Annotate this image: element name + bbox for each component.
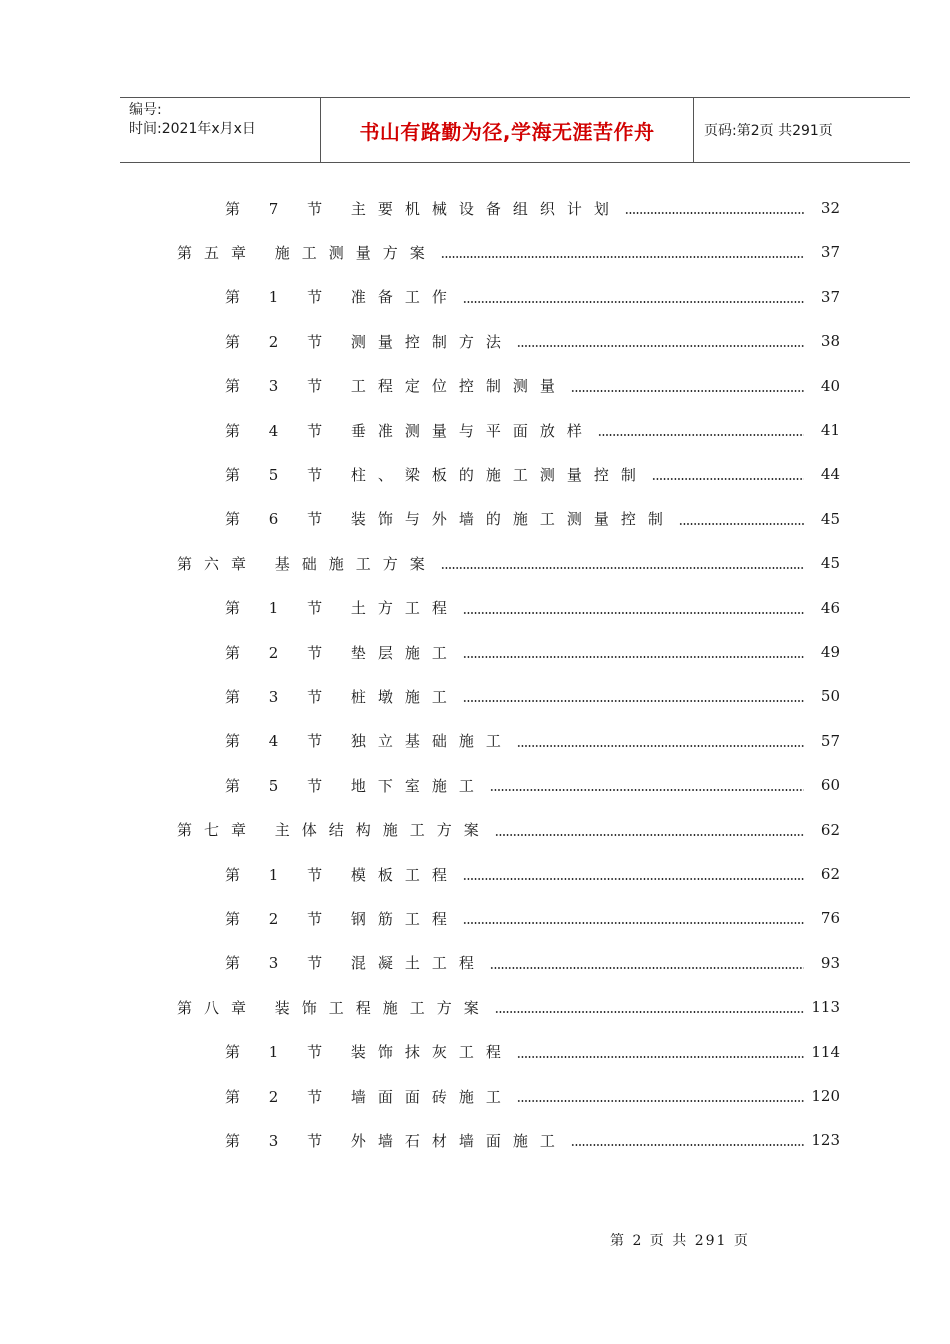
toc-leader-dots [441, 256, 804, 258]
toc-page-number: 62 [820, 820, 840, 839]
toc-leader-dots [598, 434, 804, 436]
toc-entry[interactable] [225, 1084, 840, 1108]
toc-page-number: 57 [820, 731, 840, 750]
toc-entry-title: 第 7 节 主要机械设备组织计划 [225, 199, 621, 218]
toc-entry-title: 第 1 节 装饰抹灰工程 [225, 1043, 513, 1062]
toc-leader-dots [625, 212, 804, 214]
toc-entry-title: 第八章 装饰工程施工方案 [177, 998, 491, 1017]
toc-page-number: 93 [820, 953, 840, 972]
toc-page-number: 40 [820, 376, 840, 395]
toc-entry-title: 第七章 主体结构施工方案 [177, 821, 491, 840]
toc-entry[interactable] [177, 818, 840, 842]
header-motto: 书山有路勤为径,学海无涯苦作舟 [321, 98, 694, 162]
toc-leader-dots [517, 1056, 804, 1058]
toc-leader-dots [495, 834, 804, 836]
toc-entry[interactable] [225, 418, 840, 442]
toc-page-number: 76 [820, 909, 840, 928]
toc-entry[interactable] [225, 862, 840, 886]
toc-entry[interactable] [225, 906, 840, 930]
toc-page-number: 60 [820, 776, 840, 795]
toc-page-number: 37 [820, 243, 840, 262]
toc-leader-dots [463, 656, 804, 658]
toc-entry[interactable] [225, 1128, 840, 1152]
toc-page-number: 120 [811, 1087, 840, 1105]
toc-entry[interactable] [225, 729, 840, 753]
toc-entry-title: 第 4 节 垂准测量与平面放样 [225, 421, 594, 440]
toc-page-number: 45 [820, 554, 840, 573]
toc-leader-dots [517, 345, 804, 347]
toc-entry-title: 第 1 节 模板工程 [225, 865, 459, 884]
toc-entry-title: 第 6 节 装饰与外墙的施工测量控制 [225, 510, 675, 529]
toc-page-number: 114 [811, 1042, 840, 1061]
toc-page-number: 38 [820, 332, 840, 351]
toc-entry[interactable] [225, 596, 840, 620]
toc-entry-title: 第 2 节 钢筋工程 [225, 909, 459, 928]
toc-entry[interactable] [225, 684, 840, 708]
toc-page-number: 123 [811, 1131, 840, 1150]
toc-leader-dots [679, 523, 804, 525]
toc-leader-dots [571, 1144, 804, 1146]
toc-leader-dots [517, 1100, 804, 1102]
toc-entry-title: 第 1 节 土方工程 [225, 599, 459, 618]
toc-entry[interactable] [225, 640, 840, 664]
toc-leader-dots [463, 301, 804, 303]
toc-entry[interactable] [225, 462, 840, 486]
toc-page-number: 45 [820, 509, 840, 528]
toc-entry-title: 第 3 节 工程定位控制测量 [225, 377, 567, 396]
toc-leader-dots [517, 745, 804, 747]
toc-entry-title: 第五章 施工测量方案 [177, 243, 437, 262]
toc-entry[interactable] [225, 329, 840, 353]
toc-entry-title: 第 2 节 垫层施工 [225, 643, 459, 662]
toc-leader-dots [463, 612, 804, 614]
toc-page-number: 50 [820, 687, 840, 706]
toc-leader-dots [571, 390, 804, 392]
toc-leader-dots [463, 922, 804, 924]
toc-entry[interactable] [177, 551, 840, 575]
toc-page-number: 32 [820, 199, 840, 217]
header-page-code: 页码:第2页 共291页 [704, 123, 833, 139]
toc-page-number: 41 [820, 421, 840, 439]
toc-entry[interactable] [225, 196, 840, 220]
toc-entry[interactable] [225, 374, 840, 398]
toc-entry[interactable] [225, 1040, 840, 1064]
toc-leader-dots [490, 967, 804, 969]
toc-entry-title: 第 1 节 准备工作 [225, 288, 459, 307]
toc-entry-title: 第六章 基础施工方案 [177, 554, 437, 573]
toc-page-number: 37 [820, 287, 840, 306]
toc-page-number: 113 [811, 998, 840, 1017]
toc-entry-title: 第 3 节 外墙石材墙面施工 [225, 1131, 567, 1150]
toc-page-number: 49 [820, 643, 840, 661]
toc-entry[interactable] [177, 995, 840, 1019]
toc-leader-dots [441, 567, 804, 569]
toc-entry-title: 第 5 节 地下室施工 [225, 776, 486, 795]
toc-leader-dots [652, 478, 804, 480]
toc-leader-dots [463, 700, 804, 702]
page-header [120, 97, 910, 163]
header-info [120, 98, 321, 162]
toc-entry-title: 第 3 节 混凝土工程 [225, 954, 486, 973]
document-number-label: 编号: [129, 102, 162, 118]
toc-entry-title: 第 3 节 桩墩施工 [225, 687, 459, 706]
toc-leader-dots [463, 878, 804, 880]
toc-entry-title: 第 5 节 柱、梁板的施工测量控制 [225, 465, 648, 484]
toc-page-number: 44 [820, 465, 840, 484]
toc-entry[interactable] [177, 240, 840, 264]
toc-leader-dots [495, 1011, 804, 1013]
toc-entry[interactable] [225, 773, 840, 797]
toc-page-number: 46 [820, 598, 840, 617]
toc-entry[interactable] [225, 285, 840, 309]
document-time-label: 时间:2021年x月x日 [129, 121, 256, 137]
toc-entry-title: 第 2 节 墙面面砖施工 [225, 1087, 513, 1106]
toc-leader-dots [490, 789, 804, 791]
toc-entry[interactable] [225, 507, 840, 531]
page-footer: 第 2 页 共 291 页 [610, 1233, 750, 1249]
toc-entry-title: 第 4 节 独立基础施工 [225, 732, 513, 751]
toc-entry-title: 第 2 节 测量控制方法 [225, 332, 513, 351]
toc-entry[interactable] [225, 951, 840, 975]
toc-page-number: 62 [820, 865, 840, 883]
